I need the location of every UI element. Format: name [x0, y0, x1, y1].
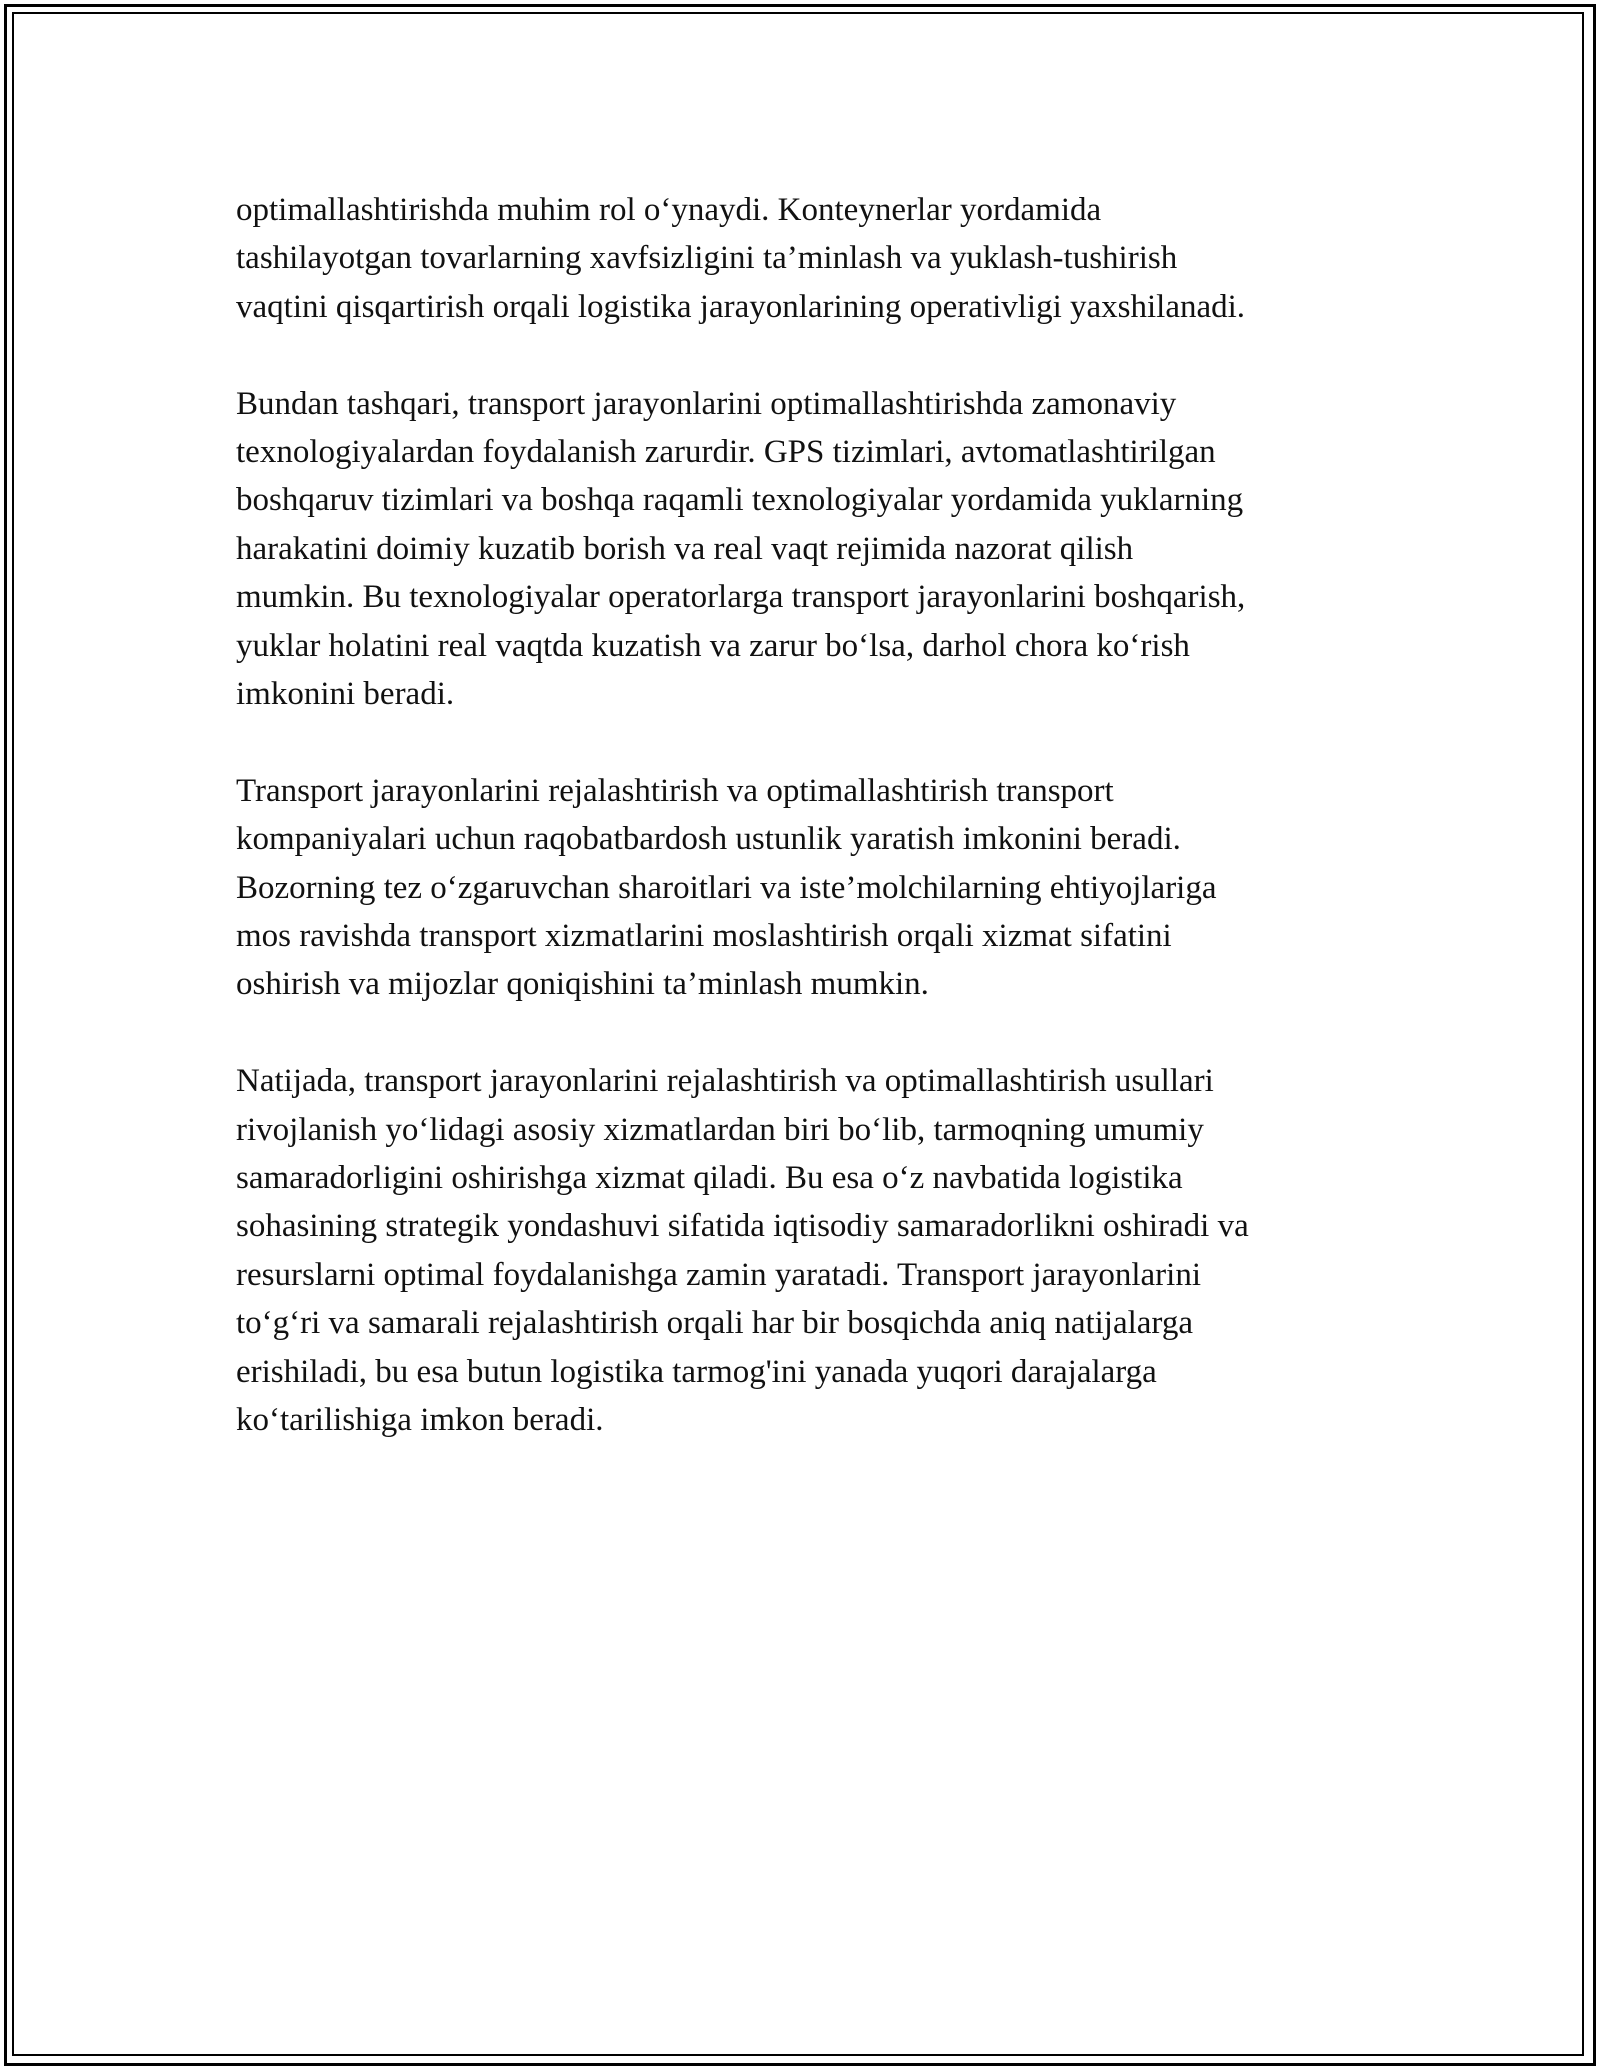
paragraph: optimallashtirishda muhim rol o‘ynaydi. Konteynerlar yordamida tashilayotgan tovarlarning xavfsizligini ta’minlash va yuklash-tushirish vaqtini qisqartirish orqali logistika jarayonlarining operativligi yaxshilanadi. — [236, 192, 1246, 325]
paragraph: Transport jarayonlarini rejalashtirish va optimallashtirish transport kompaniyalari uchun raqobatbardosh ustunlik yaratish imkonini beradi. Bozorning tez o‘zgaruvchan sharoitlari va iste’molchilarning ehtiyojlariga mos ravishda transport xizmatlarini moslashtirish orqali xizmat sifatini oshirish va mijozlar qoniqishini ta’minlash mumkin. — [236, 772, 1217, 1003]
paragraph: Natijada, transport jarayonlarini rejalashtirish va optimallashtirish usullari rivojlanish yo‘lidagi asosiy xizmatlardan biri bo‘lib, tarmoqning umumiy samaradorligini oshirishga xizmat qiladi. Bu esa o‘z navbatida logistika sohasining strategik yondashuvi sifatida iqtisodiy samaradorlikni oshiradi va resurslarni optimal foydalanishga zamin yaratadi. Transport jarayonlarini to‘g‘ri va samarali rejalashtirish orqali har bir bosqichda aniq natijalarga erishiladi, bu esa butun logistika tarmog'ini yanada yuqori darajalarga ko‘tarilishiga imkon beradi. — [236, 1063, 1249, 1439]
paragraph: Bundan tashqari, transport jarayonlarini optimallashtirishda zamonaviy texnologiyalardan foydalanish zarurdir. GPS tizimlari, avtomatlashtirilgan boshqaruv tizimlari va boshqa raqamli texnologiyalar yordamida yuklarning harakatini doimiy kuzatib borish va real vaqt rejimida nazorat qilish mumkin. Bu texnologiyalar operatorlarga transport jarayonlarini boshqarish, yuklar holatini real vaqtda kuzatish va zarur bo‘lsa, darhol chora ko‘rish imkonini beradi. — [236, 385, 1246, 713]
document-body — [236, 186, 1376, 1493]
